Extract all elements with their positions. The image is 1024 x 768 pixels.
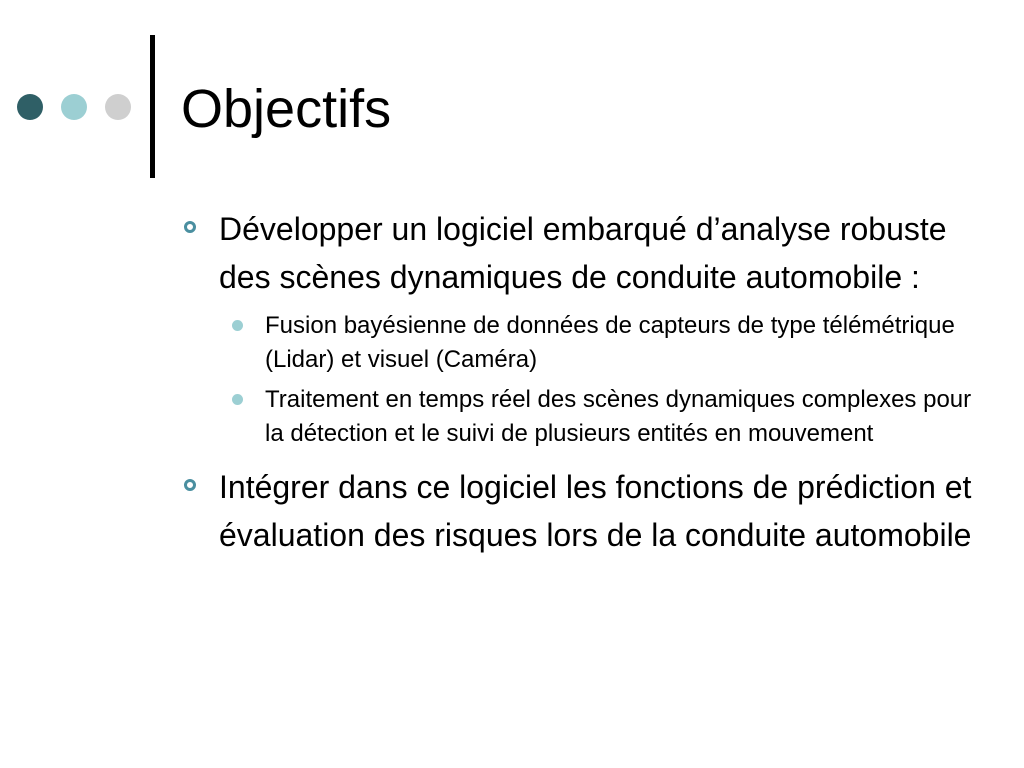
- bullet-list: [182, 205, 972, 562]
- bullet-item: [182, 463, 972, 559]
- decorative-dot-gray: [105, 94, 131, 120]
- sub-bullet-list: [182, 309, 972, 451]
- sub-bullet-item: [228, 309, 972, 377]
- bullet-ring-icon: [184, 221, 196, 233]
- bullet-text: Intégrer dans ce logiciel les fonctions de prédiction et évaluation des risques lors de la conduite automobile: [219, 469, 972, 553]
- decorative-dot-dark: [17, 94, 43, 120]
- bullet-dot-icon: [232, 394, 243, 405]
- bullet-ring-icon: [184, 479, 196, 491]
- bullet-text: Développer un logiciel embarqué d’analyse robuste des scènes dynamiques de conduite automobile :: [219, 211, 947, 295]
- sub-bullet-text: Fusion bayésienne de données de capteurs de type télémétrique (Lidar) et visuel (Caméra): [265, 312, 955, 373]
- sub-bullet-text: Traitement en temps réel des scènes dynamiques complexes pour la détection et le suivi de plusieurs entités en mouvement: [265, 386, 972, 447]
- decorative-dot-teal: [61, 94, 87, 120]
- title-divider: [150, 35, 155, 178]
- sub-bullet-item: [228, 383, 972, 451]
- slide-title: Objectifs: [181, 79, 392, 139]
- bullet-dot-icon: [232, 320, 243, 331]
- bullet-item: [182, 205, 972, 301]
